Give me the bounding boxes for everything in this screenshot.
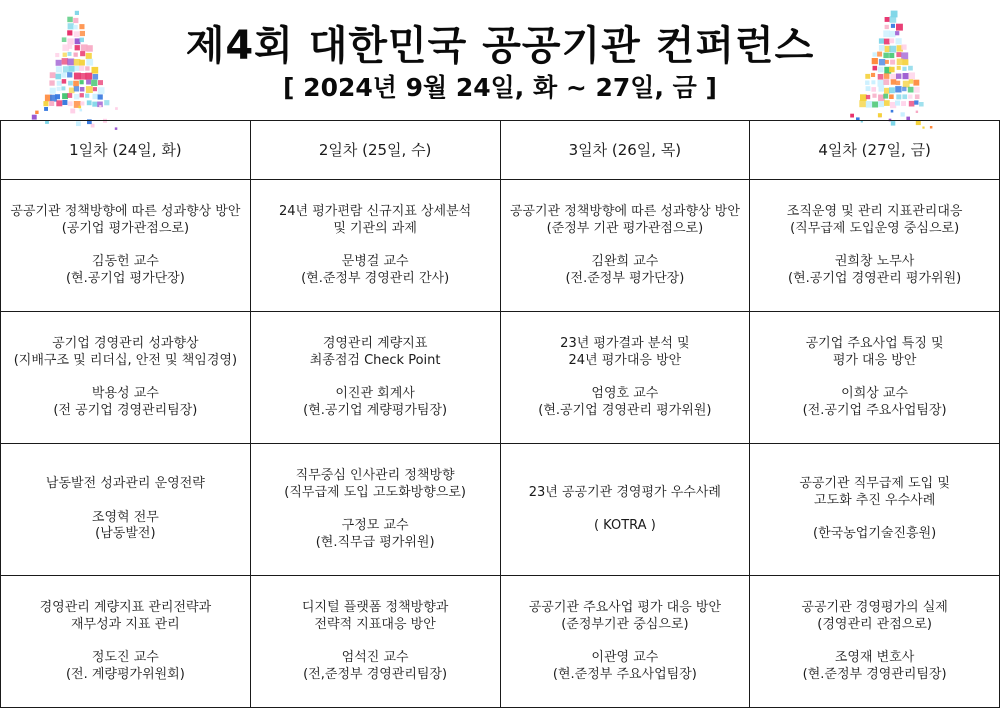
mosaic-tile (908, 72, 915, 79)
session-speaker: 구정모 교수 (341, 518, 409, 533)
session-row (1, 576, 1000, 708)
mosaic-tile (79, 106, 82, 109)
session-speaker: 이관영 교수 (591, 650, 659, 665)
session-speaker: 조영재 변호사 (834, 650, 915, 665)
mosaic-tile (871, 80, 875, 84)
mosaic-tile (903, 59, 909, 65)
spacer (754, 633, 995, 650)
session-cell (500, 444, 750, 576)
session-topic: 경영관리 계량지표 (322, 336, 428, 351)
session-cell (1, 444, 251, 576)
spacer (5, 493, 246, 510)
mosaic-tile (909, 79, 914, 84)
session-speaker: (남동발전) (95, 526, 156, 542)
session-speaker: (현.공기업 경영관리 평가위원) (788, 270, 962, 286)
spacer (505, 501, 746, 518)
mosaic-tile (915, 94, 920, 99)
session-topic: 재무성과 지표 관리 (71, 616, 180, 632)
mosaic-tile (885, 25, 889, 29)
day-header-3: 3일차 (26일, 목) (500, 121, 750, 180)
mosaic-tile (878, 113, 882, 117)
session-topic: 전략적 지표대응 방안 (314, 616, 436, 632)
session-speaker: 조영혁 전무 (91, 509, 159, 525)
mosaic-tile (897, 66, 901, 70)
day-header-4: 4일차 (27일, 금) (750, 121, 1000, 180)
mosaic-tile (878, 74, 884, 80)
session-topic: 평가 대응 방안 (832, 352, 917, 368)
mosaic-tile (896, 38, 902, 44)
session-speaker: 정도진 교수 (91, 650, 159, 665)
mosaic-tile (879, 59, 885, 65)
session-speaker: 이희상 교수 (841, 386, 909, 401)
session-topic: (직무급제 도입운영 중심으로) (790, 220, 960, 236)
session-topic: 24년 평가대응 방안 (568, 352, 682, 368)
session-topic: 공기업 경영관리 성과향상 (52, 336, 199, 351)
session-topic: 최종점검 Check Point (309, 352, 441, 368)
mosaic-tile (877, 52, 882, 57)
mosaic-tile (909, 101, 915, 107)
spacer (255, 369, 496, 386)
spacer (754, 509, 995, 526)
session-topic: 23년 평가결과 분석 및 (560, 336, 690, 351)
mosaic-tile (903, 73, 909, 79)
mosaic-tile (889, 87, 895, 93)
mosaic-tile (879, 38, 884, 43)
spacer (754, 237, 995, 254)
session-cell (750, 576, 1000, 708)
session-topic: (직무급제 도입 고도화방향으로) (284, 484, 466, 500)
mosaic-tile (916, 111, 918, 113)
mosaic-tile (866, 95, 870, 99)
session-cell (250, 312, 500, 444)
mosaic-tile (895, 31, 899, 35)
mosaic-tile (860, 94, 867, 101)
mosaic-tile (115, 107, 118, 110)
mosaic-tile (70, 109, 75, 114)
mosaic-tile (878, 80, 885, 87)
session-speaker: (현.준정부 경영관리팀장) (802, 666, 947, 682)
session-speaker: 김완희 교수 (591, 254, 659, 269)
session-speaker: (현.공기업 계량평가팀장) (303, 402, 448, 418)
session-row (1, 180, 1000, 312)
mosaic-tile (879, 45, 885, 51)
spacer (754, 369, 995, 386)
session-topic: (준정부 기관 평가관점으로) (546, 220, 704, 236)
mosaic-tile (914, 100, 918, 104)
session-speaker: (현.직무급 평가위원) (315, 534, 435, 550)
session-speaker: (현.공기업 경영관리 평가위원) (538, 402, 712, 418)
session-speaker: ( KOTRA ) (593, 518, 656, 533)
schedule-table (0, 120, 1000, 708)
session-speaker: (한국농업기술진흥원) (813, 526, 937, 542)
session-cell (250, 576, 500, 708)
session-cell (1, 180, 251, 312)
spacer (255, 501, 496, 518)
mosaic-tile (901, 101, 906, 106)
mosaic-tile (902, 94, 907, 99)
session-speaker: (현.준정부 경영관리 간사) (301, 270, 450, 286)
mosaic-tile (896, 94, 901, 99)
mosaic-tile (99, 105, 101, 107)
session-topic: 공공기관 정책방향에 따른 성과향상 방안 (509, 204, 740, 219)
mosaic-cursor-right-icon (840, 6, 940, 132)
session-topic: 공기업 주요사업 특징 및 (805, 336, 944, 351)
session-speaker: (현.준정부 주요사업팀장) (552, 666, 697, 682)
session-speaker: 문병걸 교수 (341, 254, 409, 269)
session-topic: (공기업 평가관점으로) (61, 220, 190, 236)
session-topic: 경영관리 계량지표 관리전략과 (39, 600, 212, 615)
session-cell (250, 180, 500, 312)
session-cell (500, 312, 750, 444)
mosaic-tile (80, 109, 83, 112)
mosaic-tile (889, 38, 894, 43)
session-cell (500, 576, 750, 708)
session-cell (500, 180, 750, 312)
session-speaker: (전.준정부 평가단장) (565, 270, 685, 286)
mosaic-tile (872, 94, 876, 98)
spacer (505, 633, 746, 650)
mosaic-tile (865, 74, 870, 79)
mosaic-tile (896, 52, 901, 57)
session-cell (750, 444, 1000, 576)
mosaic-tile (901, 45, 906, 50)
mosaic-tile (891, 110, 894, 113)
mosaic-tile (902, 67, 906, 71)
mosaic-tile (883, 94, 888, 99)
mosaic-tile (902, 87, 906, 91)
session-speaker: (전.공기업 주요사업팀장) (802, 402, 947, 418)
mosaic-tile (891, 24, 895, 28)
session-cell (750, 312, 1000, 444)
session-topic: (경영관리 관점으로) (817, 616, 932, 632)
session-speaker: (전. 계량평가위원회) (65, 666, 185, 682)
session-topic: 고도화 추진 우수사례 (813, 492, 936, 508)
mosaic-tile (885, 17, 890, 22)
mosaic-tile (884, 100, 890, 106)
day-header-1: 1일차 (24일, 화) (1, 121, 251, 180)
mosaic-tile (914, 87, 920, 93)
mosaic-tile (883, 53, 889, 59)
mosaic-tile (866, 101, 873, 108)
session-speaker: 박용성 교수 (91, 386, 159, 401)
session-topic: 공공기관 정책방향에 따른 성과향상 방안 (10, 204, 241, 219)
session-cell (1, 576, 251, 708)
spacer (505, 237, 746, 254)
spacer (5, 633, 246, 650)
mosaic-tile (889, 46, 896, 53)
session-cell (250, 444, 500, 576)
session-speaker: 권희창 노무사 (834, 254, 915, 269)
mosaic-tile (44, 107, 48, 111)
session-topic: 조직운영 및 관리 지표관리대응 (786, 204, 963, 219)
session-cell (750, 180, 1000, 312)
session-topic: 남동발전 성과관리 운영전략 (45, 476, 205, 492)
mosaic-tile (871, 73, 875, 77)
session-row (1, 444, 1000, 576)
mosaic-tile (901, 112, 905, 116)
mosaic-tile (872, 58, 878, 64)
session-topic: 디지털 플랫폼 정책방향과 (301, 600, 449, 615)
session-topic: 및 기관의 과제 (333, 220, 417, 236)
session-speaker: 김동헌 교수 (91, 254, 159, 269)
mosaic-tile (908, 66, 913, 71)
mosaic-tile (873, 66, 878, 71)
spacer (5, 237, 246, 254)
session-topic: 24년 평가편람 신규지표 상세분석 (279, 204, 472, 219)
mosaic-tile (878, 101, 884, 107)
session-row (1, 312, 1000, 444)
mosaic-tile (883, 79, 889, 85)
session-speaker: (현.공기업 평가단장) (65, 270, 185, 286)
session-topic: 직무중심 인사관리 정책방향 (295, 468, 455, 483)
mosaic-tile (897, 59, 904, 66)
session-speaker: 엄석진 교수 (341, 650, 409, 665)
mosaic-tile (890, 16, 897, 23)
mosaic-tile (901, 52, 908, 59)
mosaic-tile (35, 111, 38, 114)
mosaic-tile (889, 53, 894, 58)
mosaic-tile (896, 24, 903, 31)
mosaic-tile (890, 60, 895, 65)
day-header-row (1, 121, 1000, 180)
mosaic-tile (895, 101, 900, 106)
session-speaker: 엄영호 교수 (591, 386, 659, 401)
header (0, 0, 1000, 120)
session-topic: 공공기관 주요사업 평가 대응 방안 (528, 600, 722, 615)
session-topic: (준정부기관 중심으로) (561, 616, 689, 632)
mosaic-tile (878, 67, 884, 73)
mosaic-tile (850, 114, 854, 118)
mosaic-tile (873, 52, 877, 56)
mosaic-tile (908, 87, 914, 93)
mosaic-tile (884, 39, 890, 45)
mosaic-tile (913, 80, 919, 86)
mosaic-tile (865, 81, 869, 85)
mosaic-tile (903, 81, 910, 88)
mosaic-tile (889, 31, 895, 37)
mosaic-tile (885, 60, 889, 64)
mosaic-tile (889, 67, 895, 73)
mosaic-tile (891, 79, 896, 84)
session-speaker: 이진관 회계사 (335, 386, 415, 401)
mosaic-tile (896, 74, 901, 79)
mosaic-tile (883, 30, 890, 37)
page-title: 제4회 대한민국 공공기관 컨퍼런스 (185, 23, 815, 69)
spacer (5, 369, 246, 386)
spacer (505, 369, 746, 386)
mosaic-tile (889, 94, 894, 99)
mosaic-tile (866, 86, 871, 91)
mosaic-tile (895, 86, 901, 92)
mosaic-tile (871, 87, 876, 92)
session-topic: 공공기관 경영평가의 실제 (801, 600, 948, 615)
session-speaker: (전 공기업 경영관리팀장) (53, 402, 198, 418)
mosaic-tile (884, 73, 890, 79)
mosaic-tile (908, 95, 912, 99)
mosaic-tile (896, 81, 900, 85)
session-speaker: (전,준정부 경영관리팀장) (303, 666, 448, 682)
mosaic-tile (879, 86, 885, 92)
mosaic-tile (859, 100, 866, 107)
date-range: [ 2024년 9월 24일, 화 ~ 27일, 금 ] (283, 73, 717, 102)
session-topic: 공공기관 직무급제 도입 및 (799, 476, 950, 492)
mosaic-tile (919, 102, 924, 107)
spacer (255, 633, 496, 650)
session-topic: 23년 공공기관 경영평가 우수사례 (528, 484, 721, 500)
session-topic: (지배구조 및 리더십, 안전 및 책임경영) (13, 352, 238, 368)
mosaic-tile (32, 115, 37, 120)
session-cell (1, 312, 251, 444)
day-header-2: 2일차 (25일, 수) (250, 121, 500, 180)
mosaic-tile (872, 102, 878, 108)
spacer (255, 237, 496, 254)
